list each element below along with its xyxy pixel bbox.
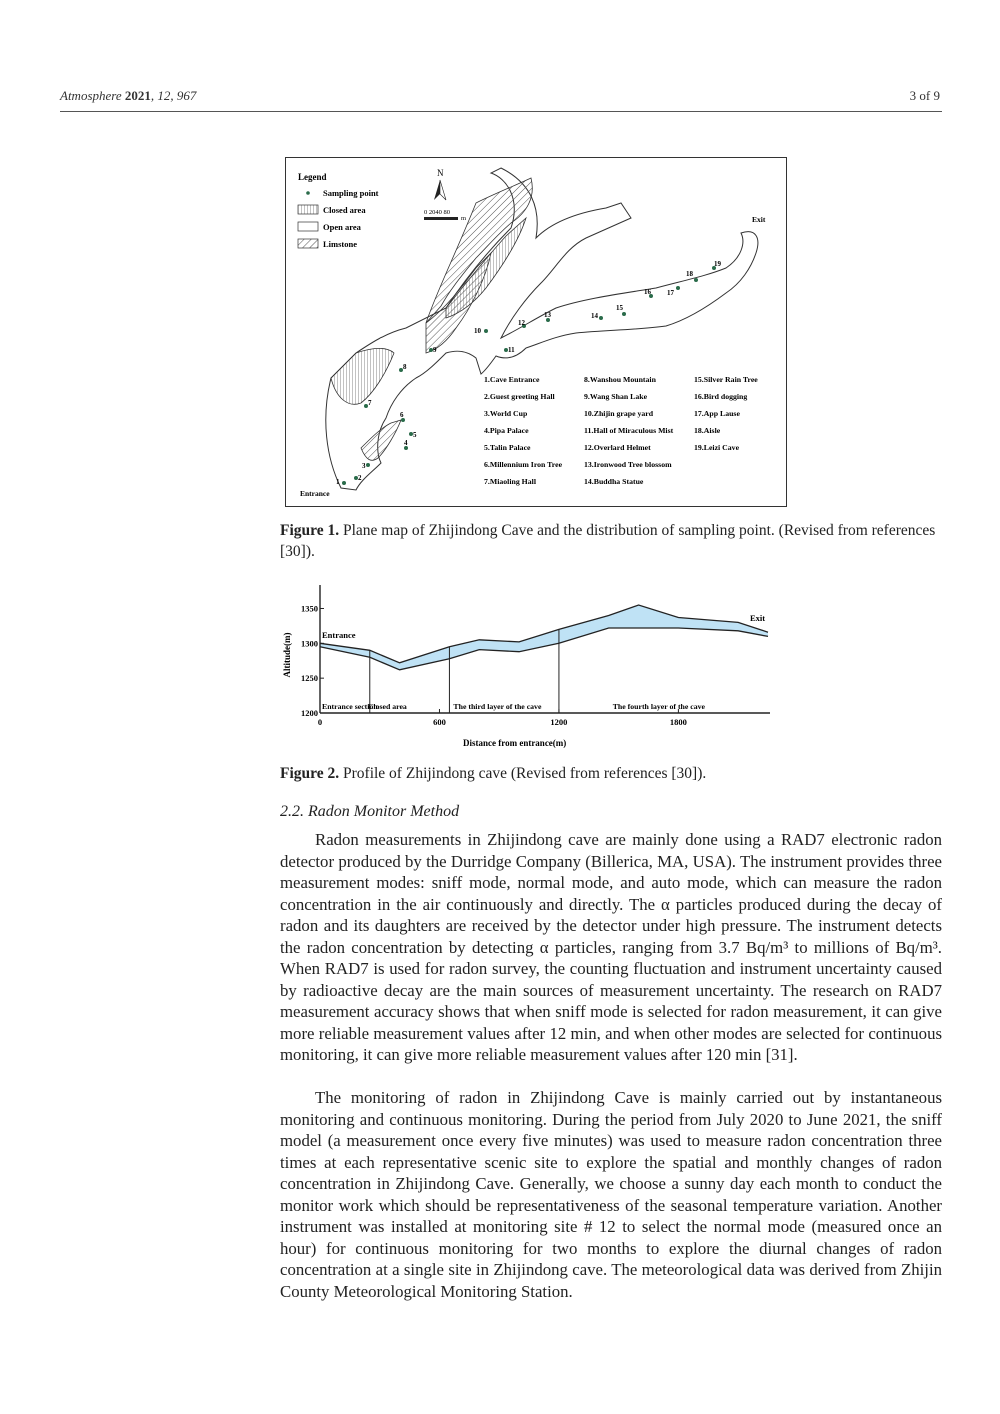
figure-2-label: Figure 2. (280, 765, 340, 782)
figure-1-label: Figure 1. (280, 522, 340, 539)
section-heading: 2.2. Radon Monitor Method (280, 803, 460, 820)
point-label: 17 (667, 289, 674, 297)
site-name: 11.Hall of Miraculous Mist (584, 426, 674, 435)
x-tick-label: 0 (317, 717, 323, 727)
site-name: 8.Wanshou Mountain (584, 375, 656, 384)
exit-label: Exit (752, 215, 766, 224)
scale-bar (424, 217, 458, 220)
cave-ceiling-line (320, 605, 768, 663)
point-label: 2 (358, 474, 362, 482)
site-name: 3.World Cup (484, 409, 528, 418)
point-label: 11 (508, 346, 515, 354)
north-label: N (437, 168, 444, 178)
site-name: 13.Ironwood Tree blossom (584, 460, 672, 469)
site-name: 15.Silver Rain Tree (694, 375, 758, 384)
point-label: 6 (400, 411, 404, 419)
point-label: 12 (518, 319, 525, 327)
figure-1-map (285, 157, 787, 507)
sampling-point (622, 312, 626, 316)
site-name: 19.Leizi Cave (694, 443, 740, 452)
legend-item-limestone: Limstone (323, 239, 357, 249)
x-tick-label: 600 (433, 717, 446, 727)
figure-1-caption (280, 521, 942, 563)
figure-2-caption (280, 764, 942, 785)
legend-title: Legend (298, 172, 327, 182)
x-axis-label: Distance from entrance(m) (463, 738, 567, 748)
point-label: 15 (616, 304, 623, 312)
legend-item-sampling: Sampling point (323, 188, 379, 198)
sampling-point (599, 316, 603, 320)
site-name: 10.Zhijin grape yard (584, 409, 654, 418)
x-tick-label: 1200 (550, 717, 568, 727)
figure-2-profile (278, 585, 778, 755)
x-tick-label: 1800 (669, 717, 687, 727)
point-label: 13 (544, 311, 551, 319)
site-name: 17.App Lause (694, 409, 740, 418)
legend-point-marker (306, 191, 310, 195)
sampling-point (366, 463, 370, 467)
point-label: 14 (591, 312, 598, 320)
y-axis-label: Altitude(m) (282, 632, 292, 678)
point-label: 18 (686, 270, 693, 278)
site-name: 5.Talin Palace (484, 443, 531, 452)
journal-year: 2021 (124, 88, 151, 103)
point-label: 10 (474, 327, 481, 335)
journal-name: Atmosphere (60, 88, 122, 103)
point-label: 7 (368, 399, 372, 407)
entrance-label: Entrance (300, 489, 330, 498)
point-label: 5 (413, 431, 417, 439)
y-tick-label: 1300 (301, 638, 318, 649)
legend-closed-swatch (298, 205, 318, 214)
figure-1-caption-text: Plane map of Zhijindong Cave and the distribution of sampling point. (Revised from references [30]). (280, 522, 936, 560)
scale-text: 0 2040 80 (424, 209, 450, 216)
paragraph: The monitoring of radon in Zhijindong Cave is mainly carried out by instantaneous monitoring and continuous monitoring. During the period from July 2020 to June 2021, the sniff model (a measurement once every five minutes) was used to measure radon concentration three times at each representative scenic site to explore the spatial and monthly changes of radon concentration in Zhijindong Cave. Generally, we choose a sunny day each month to conduct the monitor work which should be representativeness of the seasonal temperature variation. Another instrument was installed at monitoring site # 12 to select the normal mode (measured once an hour) for continuous monitoring for two months to explore the diurnal changes of radon concentration at a single site in Zhijindong cave. The meteorological data was derived from Zhijin County Meteorological Monitoring Station. (280, 1088, 942, 1301)
section-label: The fourth layer of the cave (612, 702, 706, 711)
sampling-point (342, 481, 346, 485)
point-label: 1 (336, 478, 340, 486)
north-arrow-icon (434, 180, 440, 200)
cave-passage-area (320, 605, 768, 670)
sampling-point (694, 278, 698, 282)
y-tick-label: 1350 (301, 603, 318, 614)
exit-annotation: Exit (750, 613, 766, 623)
running-header-journal: Atmosphere 2021, 12, 967 (60, 88, 197, 103)
section-label: Entrance section (322, 702, 378, 711)
y-tick-label: 1250 (301, 673, 318, 684)
y-tick-label: 1200 (301, 708, 318, 718)
sampling-point (484, 329, 488, 333)
section-label: Closed area (367, 702, 407, 711)
site-name: 16.Bird dogging (694, 392, 748, 401)
site-list (484, 375, 758, 486)
scale-unit: m (461, 215, 467, 222)
section-label: The third layer of the cave (453, 702, 542, 711)
site-name: 4.Pipa Palace (484, 426, 529, 435)
site-name: 6.Millennium Iron Tree (484, 460, 563, 469)
legend-limestone-swatch (298, 239, 318, 248)
site-name: 2.Guest greeting Hall (484, 392, 555, 401)
legend-item-closed: Closed area (323, 205, 366, 215)
point-label: 8 (403, 363, 407, 371)
legend-item-open: Open area (323, 222, 361, 232)
point-label: 19 (714, 260, 721, 268)
site-name: 12.Overlard Helmet (584, 443, 651, 452)
site-name: 9.Wang Shan Lake (584, 392, 648, 401)
sampling-point (676, 286, 680, 290)
legend-open-swatch (298, 222, 318, 231)
paragraph: Radon measurements in Zhijindong cave are mainly done using a RAD7 electronic radon detector produced by the Durridge Company (Billerica, MA, USA). The instrument provides three measurement modes: sniff mode, normal mode, and auto mode, which can measure the radon concentration in the air continuously and directly. The α particles produced during the decay of radon and its daughters are received by the detector under high pressure. The instrument detects the radon concentration by detecting α particles, ranging from 3.7 Bq/m³ to millions of Bq/m³. When RAD7 is used for radon survey, the counting fluctuation and instrument uncertainty caused by radioactive decay are the main sources of measurement uncertainty. The research on RAD7 measurement accuracy shows that when sniff mode is selected for radon measurement, it can give more reliable measurement values after 12 min, and when other modes are selected for continuous monitoring, it can give more reliable measurement values after 120 min [31]. (280, 830, 942, 1064)
profile-chart (278, 585, 778, 755)
header-rule (60, 111, 942, 112)
site-name: 1.Cave Entrance (484, 375, 540, 384)
site-name: 18.Aisle (694, 426, 721, 435)
journal-volume: 12, 967 (157, 88, 197, 103)
point-label: 9 (433, 346, 437, 354)
page-number: 3 of 9 (909, 88, 940, 103)
figure-2-caption-text: Profile of Zhijindong cave (Revised from references [30]). (339, 765, 707, 782)
cave-open-area (326, 168, 758, 490)
point-label: 3 (362, 462, 366, 470)
point-label: 16 (644, 288, 651, 296)
entrance-annotation: Entrance (322, 630, 356, 640)
point-label: 4 (404, 439, 408, 447)
site-name: 14.Buddha Statue (584, 477, 644, 486)
cave-plane-map (286, 158, 786, 506)
site-name: 7.Miaoling Hall (484, 477, 536, 486)
